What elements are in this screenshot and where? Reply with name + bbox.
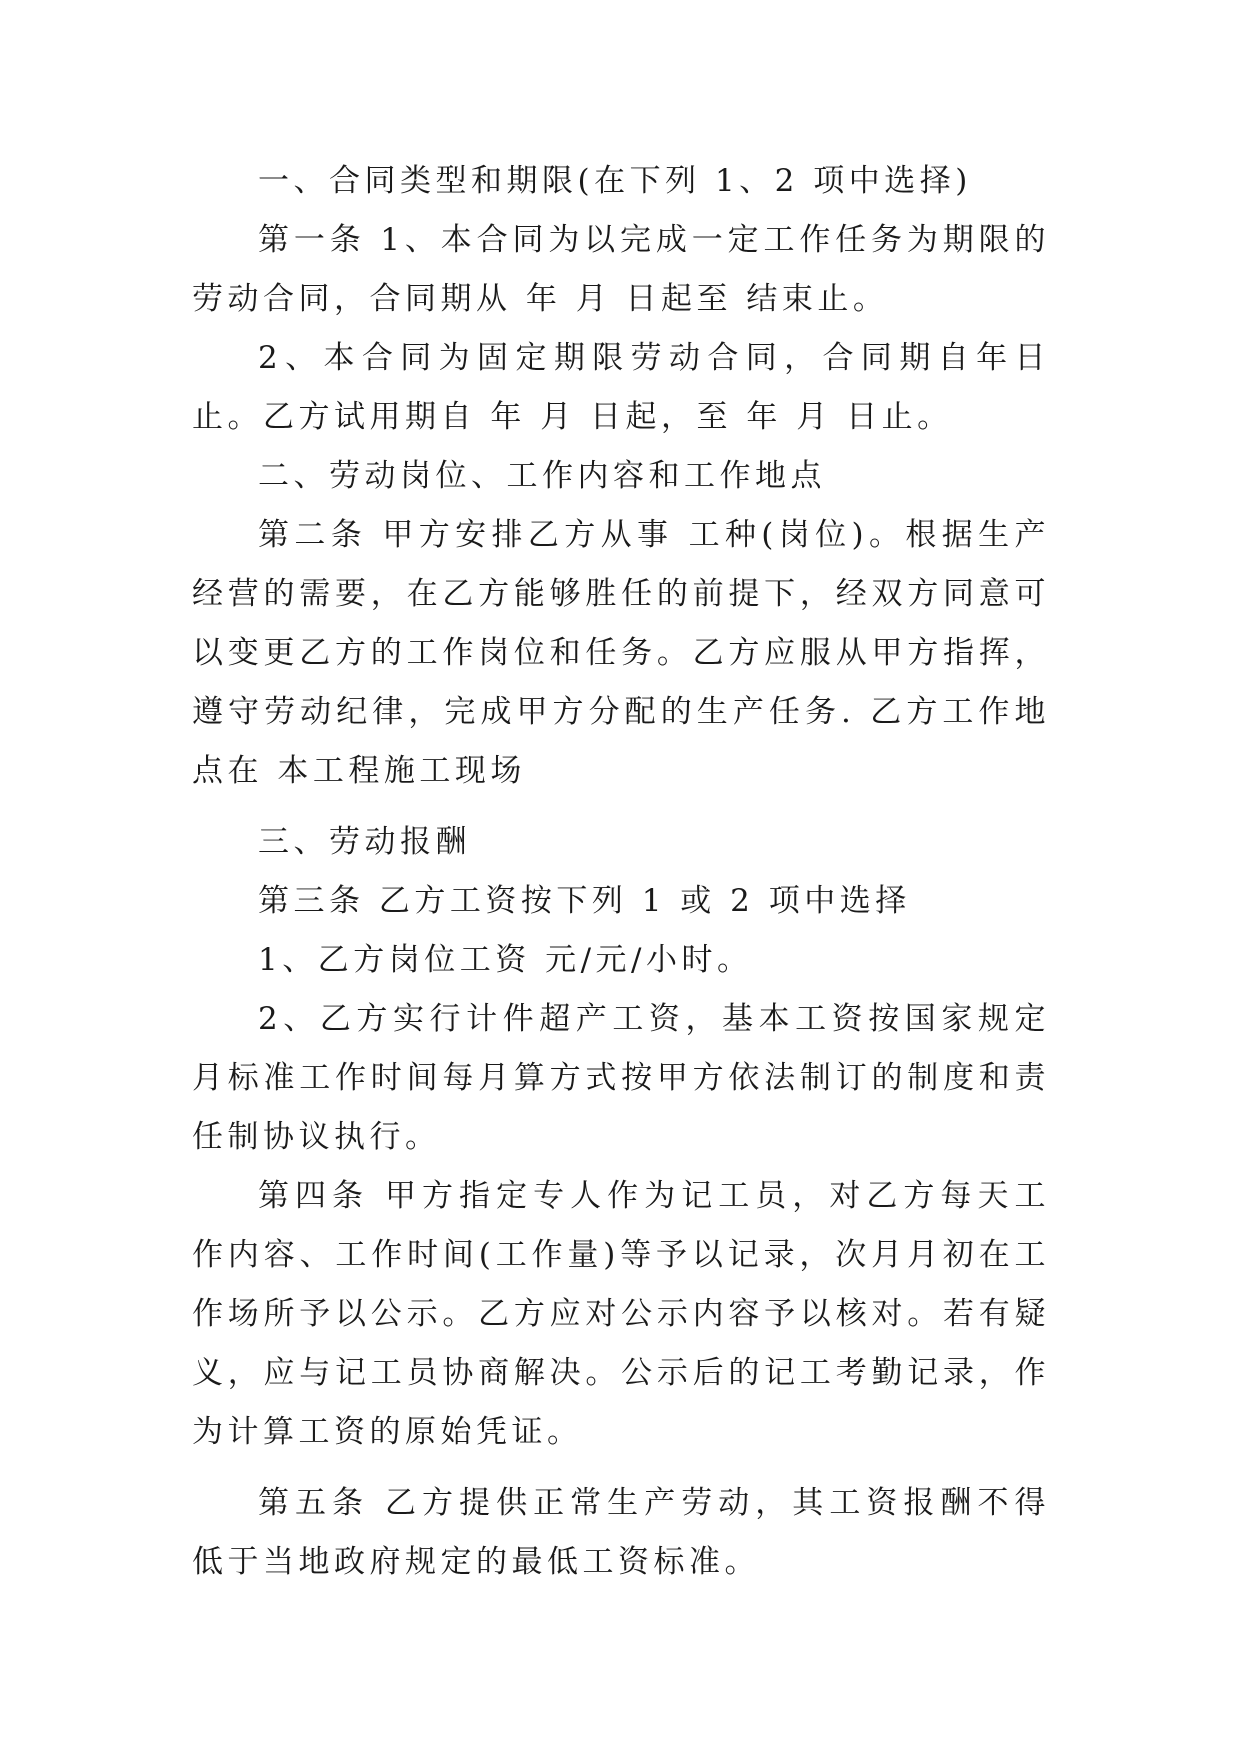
paragraph-article-3-item-2: 2、乙方实行计件超产工资，基本工资按国家规定月标准工作时间每月算方式按甲方依法制订的制度和责任制协议执行。: [192, 1001, 1050, 1155]
section-heading-contract-type: 一、合同类型和期限(在下列 1、2 项中选择): [258, 163, 972, 199]
paragraph-article-1-item-2: 2、本合同为固定期限劳动合同，合同期自年日止。乙方试用期自 年 月 日起，至 年 月 日止。: [192, 340, 1050, 435]
paragraph-article-3: 第三条 乙方工资按下列 1 或 2 项中选择: [258, 883, 911, 919]
paragraph-article-2: 第二条 甲方安排乙方从事 工种(岗位)。根据生产经营的需要，在乙方能够胜任的前提下，经双方同意可以变更乙方的工作岗位和任务。乙方应服从甲方指挥，遵守劳动纪律，完成甲方分配的生产任务. 乙方工作地点在 本工程施工现场: [192, 517, 1050, 789]
paragraph-article-4: 第四条 甲方指定专人作为记工员，对乙方每天工作内容、工作时间(工作量)等予以记录，次月月初在工作场所予以公示。乙方应对公示内容予以核对。若有疑义，应与记工员协商解决。公示后的记工考勤记录，作为计算工资的原始凭证。: [192, 1178, 1050, 1450]
paragraph-article-1: 第一条 1、本合同为以完成一定工作任务为期限的劳动合同，合同期从 年 月 日起至 结束止。: [192, 222, 1050, 317]
paragraph-article-5: 第五条 乙方提供正常生产劳动，其工资报酬不得低于当地政府规定的最低工资标准。: [192, 1485, 1050, 1580]
paragraph-article-3-item-1: 1、乙方岗位工资 元/元/小时。: [258, 942, 753, 978]
section-heading-remuneration: 三、劳动报酬: [258, 824, 471, 860]
document-body: [192, 152, 1050, 1592]
section-heading-job-position: 二、劳动岗位、工作内容和工作地点: [258, 458, 826, 494]
